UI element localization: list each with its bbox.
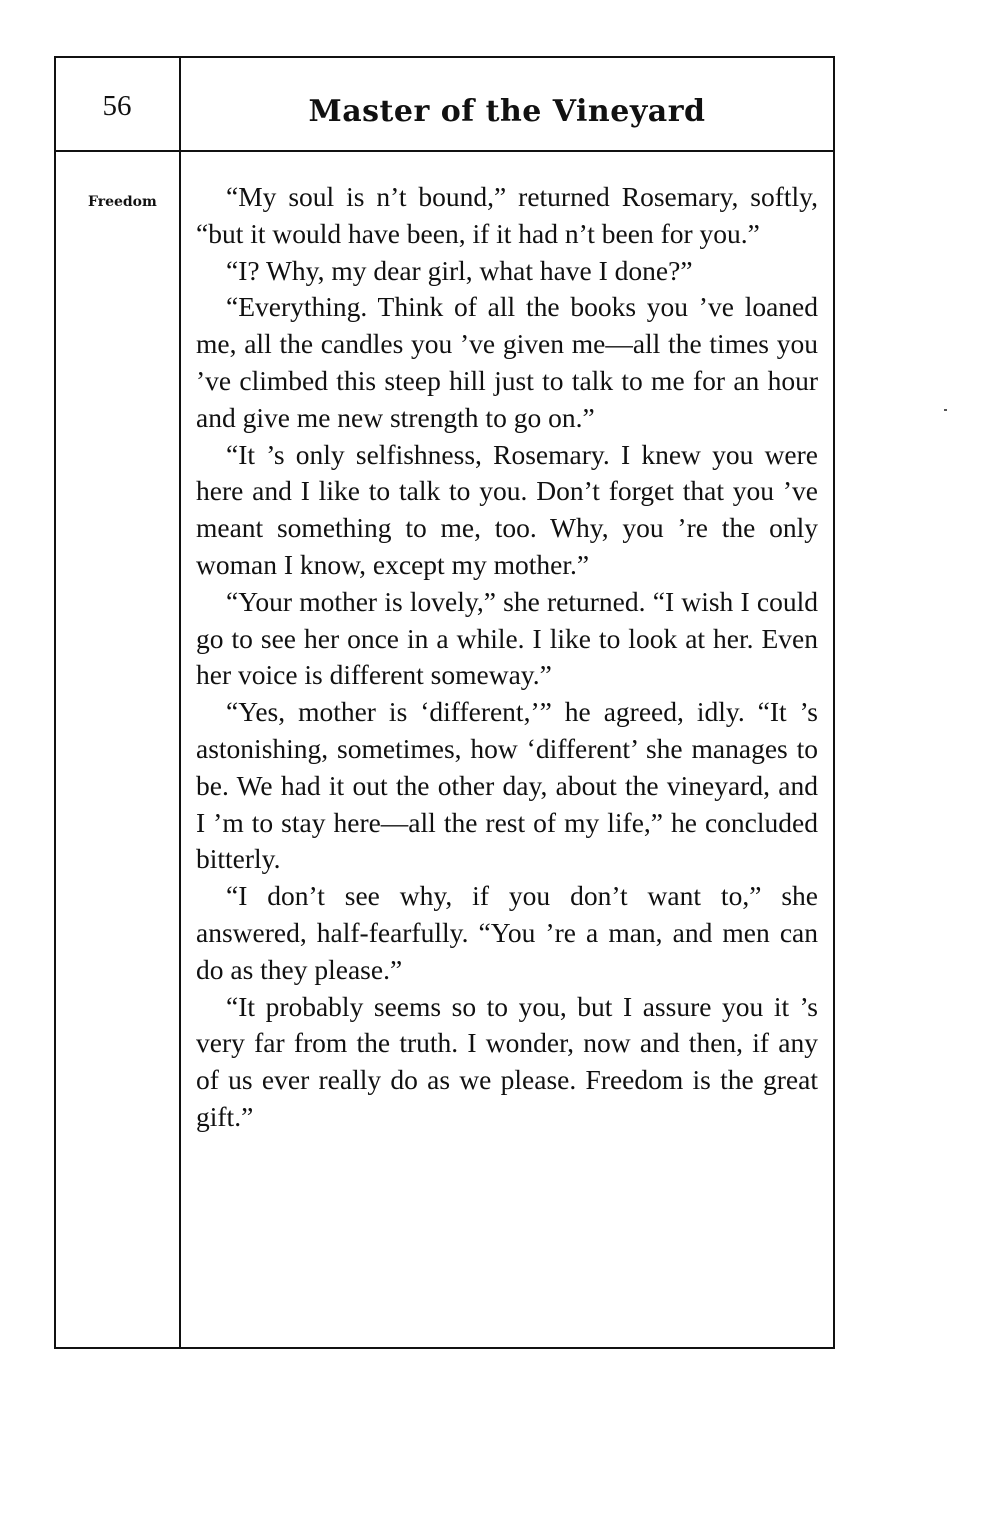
paragraph: “I? Why, my dear girl, what have I done?” (226, 254, 693, 286)
margin-column-divider (179, 56, 181, 1349)
paragraph: “It probably seems so to you, but I assure you it ’s very far from the truth. I wonder, now and then, if any of us ever really do as we please. Freedom is the great gift.” (196, 990, 818, 1132)
margin-note: Freedom (88, 194, 157, 210)
running-title: Master of the Vineyard (308, 94, 706, 129)
paragraph: “Yes, mother is ‘different,’” he agreed, idly. “It ’s astonishing, sometimes, how ‘different’ she manages to be. We had it out the other day, about the vineyard, and I ’m to stay here—all the rest of my life,” he concluded bitterly. (196, 696, 818, 875)
paragraph: “I don’t see why, if you don’t want to,” she answered, half-fearfully. “You ’re a man, and men can do as they please.” (196, 880, 818, 985)
header-rule (54, 150, 835, 152)
scan-speck (944, 409, 947, 411)
paragraph: “Your mother is lovely,” she returned. “I wish I could go to see her once in a while. I like to look at her. Even her voice is different someway.” (196, 585, 818, 691)
body-text (196, 179, 818, 1136)
page-number: 56 (102, 90, 132, 122)
paragraph: “Everything. Think of all the books you ’ve loaned me, all the candles you ’ve given me—all the times you ’ve climbed this steep hill just to talk to me for an hour and give me new strength to go on.” (196, 291, 818, 433)
paragraph: “My soul is n’t bound,” returned Rosemary, softly, “but it would have been, if it had n’t been for you.” (196, 181, 818, 249)
paragraph: “It ’s only selfishness, Rosemary. I knew you were here and I like to talk to you. Don’t forget that you ’ve meant something to me, too. Why, you ’re the only woman I know, except my mother.” (196, 438, 818, 580)
